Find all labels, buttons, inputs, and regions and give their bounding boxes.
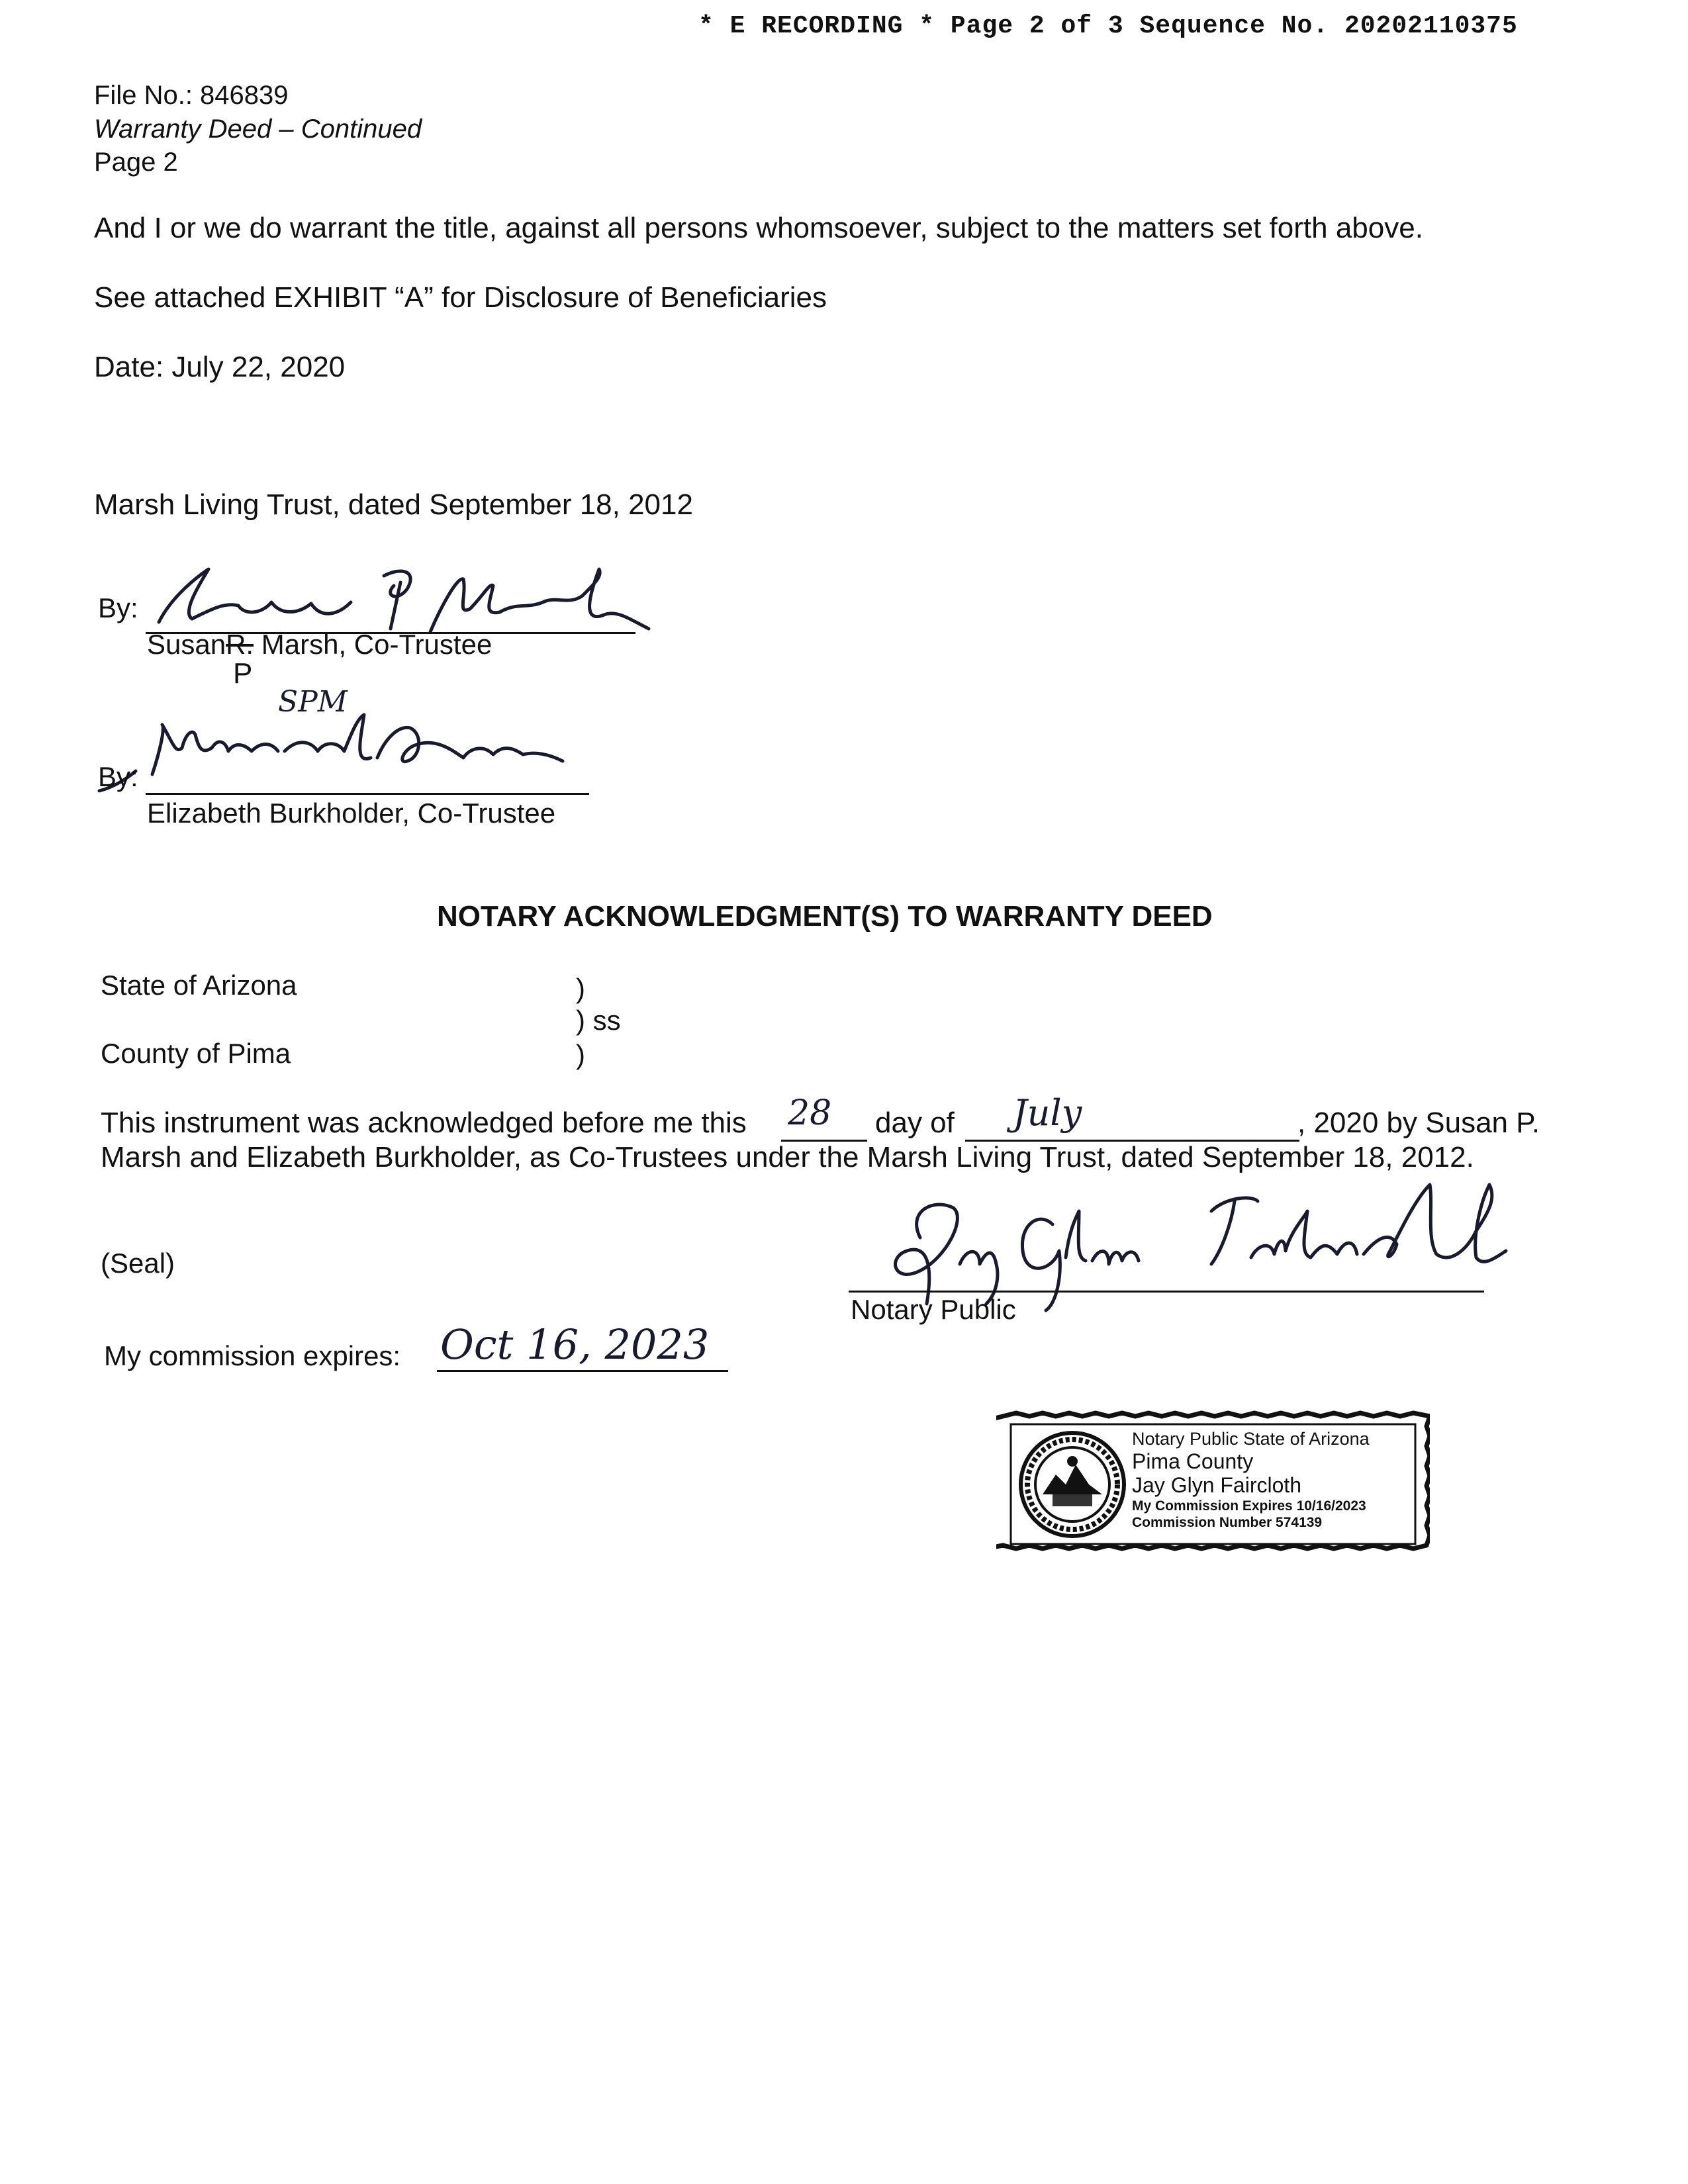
document-title: Warranty Deed – Continued <box>94 114 422 144</box>
file-number: File No.: 846839 <box>94 81 289 110</box>
trust-name: Marsh Living Trust, dated September 18, 2012 <box>94 488 693 521</box>
notary-title: NOTARY ACKNOWLEDGMENT(S) TO WARRANTY DEED <box>437 900 1213 933</box>
arizona-state-seal <box>1016 1428 1129 1541</box>
venue-paren-bottom: ) <box>576 1039 585 1070</box>
handwritten-initials: SPM <box>278 685 348 719</box>
venue-ss: ) ss <box>576 1005 621 1036</box>
recording-header: * E RECORDING * Page 2 of 3 Sequence No. 20202110375 <box>698 12 1518 40</box>
stamp-line-5: Commission Number 574139 <box>1132 1515 1323 1530</box>
signer-2-name: Elizabeth Burkholder, Co-Trustee <box>147 797 556 829</box>
page-label: Page 2 <box>94 148 178 177</box>
stamp-line-3: Jay Glyn Faircloth <box>1132 1473 1302 1497</box>
ack-text-part1: This instrument was acknowledged before me this <box>101 1107 747 1139</box>
signature-elizabeth-burkholder <box>86 702 602 801</box>
commission-label: My commission expires: <box>104 1340 401 1371</box>
signer-1-name <box>147 629 492 660</box>
struck-initial: R. <box>226 629 254 660</box>
ack-day: 28 <box>788 1093 832 1133</box>
warranty-statement: And I or we do warrant the title, against all persons whomsoever, subject to the matters set forth above. <box>94 212 1423 244</box>
venue-county: County of Pima <box>101 1038 291 1069</box>
deed-date: Date: July 22, 2020 <box>94 351 346 383</box>
by-label-1: By: <box>98 592 138 623</box>
stamp-line-4: My Commission Expires 10/16/2023 <box>1132 1498 1366 1514</box>
ack-month: July <box>1013 1092 1082 1134</box>
exhibit-reference: See attached EXHIBIT “A” for Disclosure of Beneficiaries <box>94 281 827 314</box>
venue-state: State of Arizona <box>101 970 297 1001</box>
venue-paren-top: ) <box>576 973 585 1004</box>
notary-public-label: Notary Public <box>851 1294 1016 1325</box>
notary-stamp <box>996 1410 1430 1559</box>
commission-date-handwritten: Oct 16, 2023 <box>440 1320 710 1369</box>
stamp-line-1: Notary Public State of Arizona <box>1132 1429 1370 1449</box>
correction-letter: P <box>233 657 253 690</box>
ack-text-line2: Marsh and Elizabeth Burkholder, as Co-Trustees under the Marsh Living Trust, dated September 18, 2012. <box>101 1141 1474 1173</box>
signer-1-surname: Marsh, Co-Trustee <box>261 629 492 660</box>
ack-text-part2: day of <box>875 1107 955 1139</box>
seal-label: (Seal) <box>101 1248 175 1279</box>
stamp-line-2: Pima County <box>1132 1449 1254 1473</box>
signer-1-first-name: Susan <box>147 629 226 660</box>
ack-text-part3: , 2020 by Susan P. <box>1297 1107 1540 1139</box>
by-label-2: By: <box>98 761 138 792</box>
